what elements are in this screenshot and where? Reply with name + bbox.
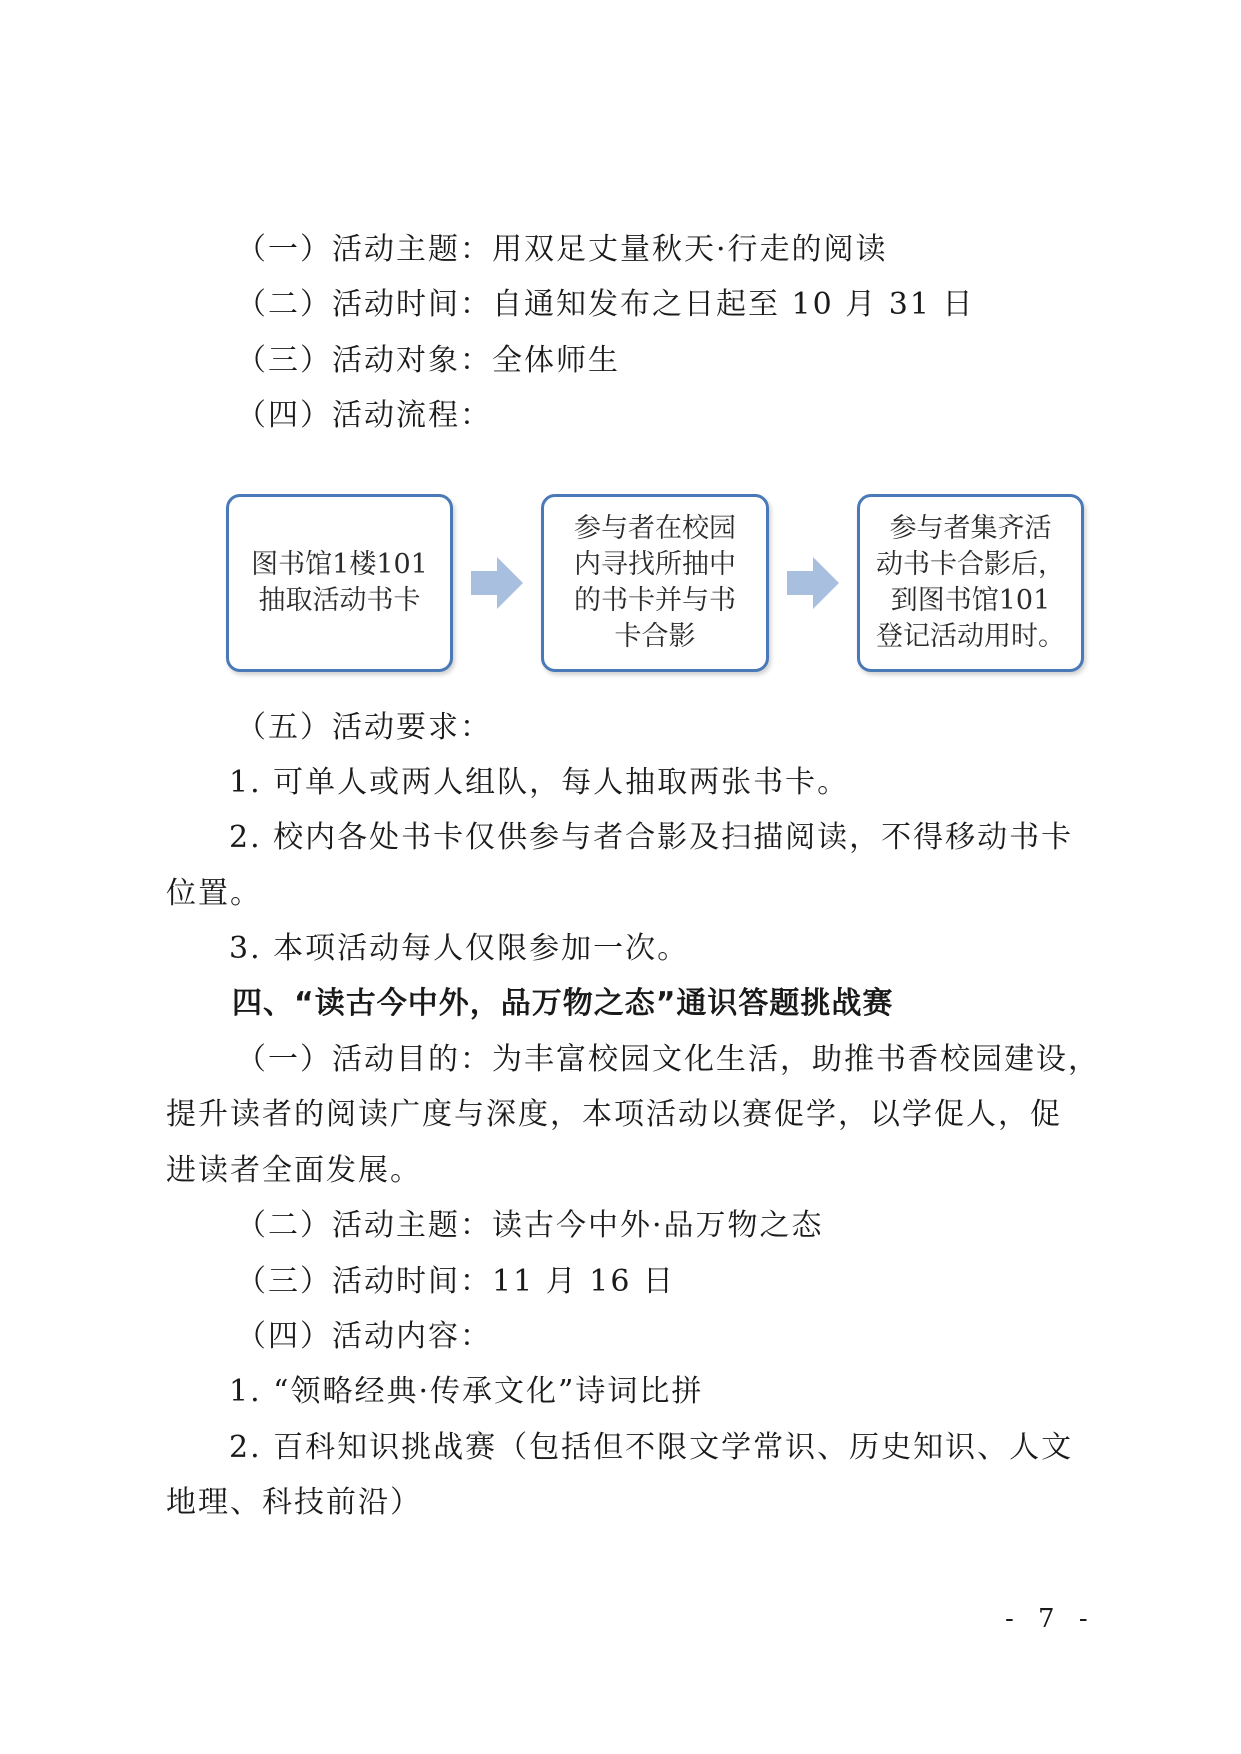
flow-step-2 [541, 494, 769, 672]
purpose-line-1: （一）活动目的：为丰富校园文化生活，助推书香校园建设， [236, 1042, 1100, 1077]
requirement-2-cont: 位置。 [166, 876, 262, 911]
flow-arrow-2-icon [785, 555, 841, 611]
purpose-line-2: 提升读者的阅读广度与深度，本项活动以赛促学，以学促人，促 [166, 1097, 1062, 1132]
activity-target: （三）活动对象：全体师生 [236, 343, 620, 378]
requirements-title: （五）活动要求： [236, 710, 492, 745]
flow-step-3-text: 参与者集齐活 动书卡合影后， 到图书馆101 登记活动用时。 [876, 513, 1065, 652]
contest-theme: （二）活动主题：读古今中外·品万物之态 [236, 1208, 824, 1243]
flow-step-3 [857, 494, 1084, 672]
contest-content-1: 1. “领略经典·传承文化”诗词比拼 [229, 1374, 704, 1409]
activity-theme: （一）活动主题：用双足丈量秋天·行走的阅读 [236, 232, 888, 267]
purpose-line-3: 进读者全面发展。 [166, 1153, 422, 1188]
requirement-1: 1. 可单人或两人组队，每人抽取两张书卡。 [229, 765, 850, 800]
requirement-2: 2. 校内各处书卡仅供参与者合影及扫描阅读，不得移动书卡 [229, 820, 1074, 855]
flow-step-2-text: 参与者在校园 内寻找所抽中 的书卡并与书 卡合影 [574, 513, 736, 652]
activity-flow-title: （四）活动流程： [236, 398, 492, 433]
flow-step-1-text: 图书馆1楼101 抽取活动书卡 [251, 549, 428, 616]
requirement-3: 3. 本项活动每人仅限参加一次。 [229, 931, 690, 966]
page-number: - 7 - [1005, 1604, 1096, 1634]
contest-content-title: （四）活动内容： [236, 1319, 492, 1354]
activity-time: （二）活动时间：自通知发布之日起至 10 月 31 日 [236, 287, 975, 322]
contest-content-2: 2. 百科知识挑战赛（包括但不限文学常识、历史知识、人文 [229, 1430, 1074, 1465]
flow-step-1 [226, 494, 453, 672]
flow-arrow-1-icon [469, 555, 525, 611]
section-4-heading: 四、“读古今中外，品万物之态”通识答题挑战赛 [232, 986, 894, 1021]
contest-content-2-cont: 地理、科技前沿） [166, 1485, 422, 1520]
contest-time: （三）活动时间：11 月 16 日 [236, 1264, 675, 1299]
